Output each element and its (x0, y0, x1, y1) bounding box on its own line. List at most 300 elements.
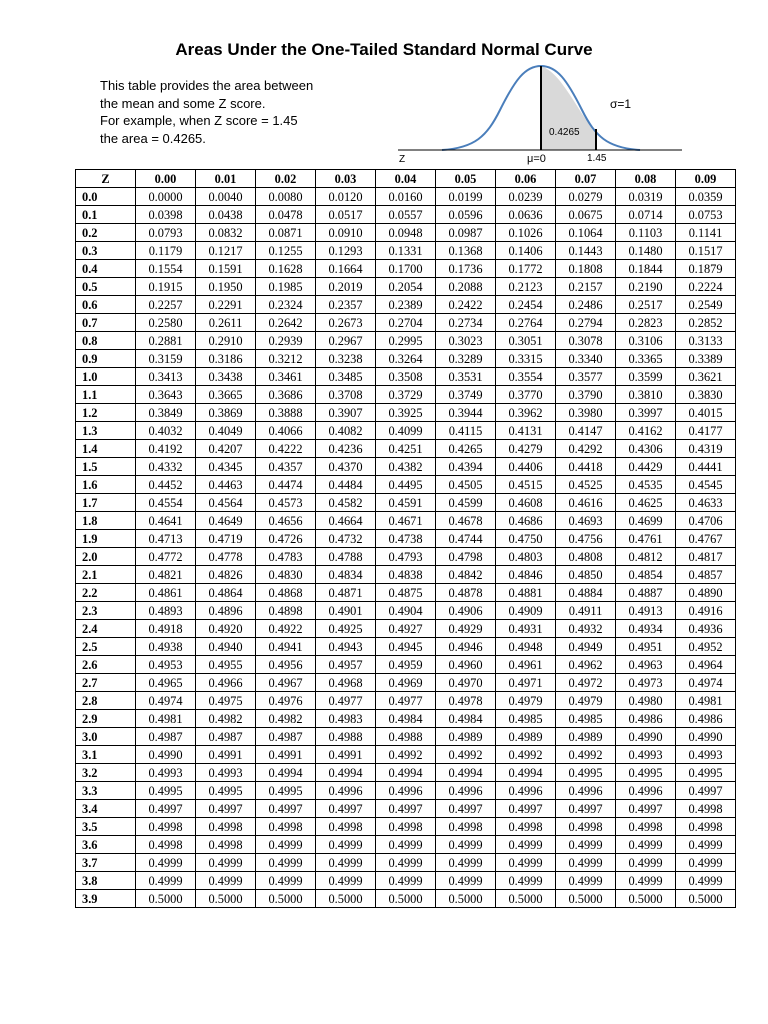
area-cell: 0.0596 (436, 206, 496, 224)
area-cell: 0.3577 (556, 368, 616, 386)
area-cell: 0.4625 (616, 494, 676, 512)
area-cell: 0.1141 (676, 224, 736, 242)
area-cell: 0.4979 (556, 692, 616, 710)
z-value-cell: 0.2 (76, 224, 136, 242)
area-cell: 0.4236 (316, 440, 376, 458)
area-cell: 0.0199 (436, 188, 496, 206)
area-cell: 0.4279 (496, 440, 556, 458)
area-cell: 0.4936 (676, 620, 736, 638)
area-cell: 0.4826 (196, 566, 256, 584)
table-row (76, 386, 736, 404)
area-cell: 0.4999 (316, 836, 376, 854)
area-cell: 0.2088 (436, 278, 496, 296)
area-cell: 0.4999 (496, 854, 556, 872)
area-cell: 0.0478 (256, 206, 316, 224)
area-cell: 0.4999 (436, 872, 496, 890)
z-value-cell: 1.2 (76, 404, 136, 422)
area-cell: 0.4999 (316, 854, 376, 872)
area-cell: 0.1103 (616, 224, 676, 242)
area-cell: 0.4987 (196, 728, 256, 746)
area-cell: 0.4985 (556, 710, 616, 728)
area-cell: 0.4693 (556, 512, 616, 530)
area-cell: 0.4999 (676, 836, 736, 854)
area-cell: 0.3438 (196, 368, 256, 386)
area-cell: 0.4861 (136, 584, 196, 602)
column-header: 0.00 (136, 170, 196, 188)
area-cell: 0.4999 (196, 872, 256, 890)
area-cell: 0.4977 (376, 692, 436, 710)
area-cell: 0.2422 (436, 296, 496, 314)
area-cell: 0.2995 (376, 332, 436, 350)
area-cell: 0.4998 (136, 818, 196, 836)
area-cell: 0.4332 (136, 458, 196, 476)
area-cell: 0.4971 (496, 674, 556, 692)
area-cell: 0.4999 (256, 872, 316, 890)
z-value-cell: 3.7 (76, 854, 136, 872)
area-cell: 0.4599 (436, 494, 496, 512)
area-cell: 0.4884 (556, 584, 616, 602)
area-cell: 0.4951 (616, 638, 676, 656)
area-cell: 0.1406 (496, 242, 556, 260)
area-cell: 0.4099 (376, 422, 436, 440)
area-cell: 0.4991 (256, 746, 316, 764)
area-cell: 0.0832 (196, 224, 256, 242)
table-row (76, 674, 736, 692)
area-cell: 0.4719 (196, 530, 256, 548)
area-cell: 0.3023 (436, 332, 496, 350)
area-cell: 0.0000 (136, 188, 196, 206)
area-cell: 0.4999 (496, 872, 556, 890)
area-cell: 0.4999 (676, 872, 736, 890)
area-cell: 0.4535 (616, 476, 676, 494)
area-cell: 0.5000 (376, 890, 436, 908)
area-cell: 0.3340 (556, 350, 616, 368)
area-cell: 0.0239 (496, 188, 556, 206)
z-value-cell: 2.6 (76, 656, 136, 674)
area-cell: 0.4738 (376, 530, 436, 548)
area-cell: 0.1772 (496, 260, 556, 278)
area-cell: 0.0319 (616, 188, 676, 206)
area-cell: 0.3962 (496, 404, 556, 422)
area-cell: 0.4998 (196, 836, 256, 854)
area-cell: 0.3531 (436, 368, 496, 386)
area-cell: 0.4904 (376, 602, 436, 620)
area-cell: 0.4767 (676, 530, 736, 548)
table-row (76, 764, 736, 782)
area-cell: 0.5000 (316, 890, 376, 908)
area-cell: 0.2549 (676, 296, 736, 314)
area-cell: 0.1844 (616, 260, 676, 278)
area-cell: 0.4582 (316, 494, 376, 512)
area-cell: 0.2123 (496, 278, 556, 296)
area-cell: 0.4997 (196, 800, 256, 818)
area-cell: 0.4788 (316, 548, 376, 566)
z-value-cell: 2.3 (76, 602, 136, 620)
area-cell: 0.4265 (436, 440, 496, 458)
area-cell: 0.4978 (436, 692, 496, 710)
area-cell: 0.5000 (436, 890, 496, 908)
table-row (76, 494, 736, 512)
table-row (76, 350, 736, 368)
area-cell: 0.4943 (316, 638, 376, 656)
area-cell: 0.4990 (676, 728, 736, 746)
table-row (76, 836, 736, 854)
area-cell: 0.4999 (376, 836, 436, 854)
area-cell: 0.3289 (436, 350, 496, 368)
area-cell: 0.4898 (256, 602, 316, 620)
area-cell: 0.4783 (256, 548, 316, 566)
area-cell: 0.4726 (256, 530, 316, 548)
table-row (76, 656, 736, 674)
area-cell: 0.0557 (376, 206, 436, 224)
area-cell: 0.4968 (316, 674, 376, 692)
area-cell: 0.4989 (496, 728, 556, 746)
area-cell: 0.4966 (196, 674, 256, 692)
area-cell: 0.4996 (436, 782, 496, 800)
area-cell: 0.3980 (556, 404, 616, 422)
area-cell: 0.3997 (616, 404, 676, 422)
area-cell: 0.4931 (496, 620, 556, 638)
area-cell: 0.3599 (616, 368, 676, 386)
area-cell: 0.0753 (676, 206, 736, 224)
intro-line: the mean and some Z score. (100, 95, 266, 111)
z-value-cell: 2.4 (76, 620, 136, 638)
intro-line: For example, when Z score = 1.45 (100, 113, 298, 128)
area-cell: 0.3485 (316, 368, 376, 386)
z-axis-label: Z (399, 154, 406, 165)
z-value-cell: 0.7 (76, 314, 136, 332)
area-cell: 0.4977 (316, 692, 376, 710)
table-row (76, 332, 736, 350)
area-cell: 0.4949 (556, 638, 616, 656)
area-cell: 0.0987 (436, 224, 496, 242)
area-cell: 0.4974 (136, 692, 196, 710)
area-cell: 0.4798 (436, 548, 496, 566)
area-cell: 0.1664 (316, 260, 376, 278)
table-row (76, 278, 736, 296)
area-cell: 0.3665 (196, 386, 256, 404)
area-cell: 0.4177 (676, 422, 736, 440)
area-cell: 0.2794 (556, 314, 616, 332)
area-cell: 0.3078 (556, 332, 616, 350)
area-cell: 0.4222 (256, 440, 316, 458)
area-cell: 0.4932 (556, 620, 616, 638)
area-cell: 0.3770 (496, 386, 556, 404)
area-cell: 0.4817 (676, 548, 736, 566)
area-cell: 0.4986 (616, 710, 676, 728)
area-cell: 0.4370 (316, 458, 376, 476)
area-cell: 0.2257 (136, 296, 196, 314)
table-row (76, 188, 736, 206)
intro-line: This table provides the area between (100, 78, 314, 93)
area-cell: 0.3365 (616, 350, 676, 368)
area-cell: 0.2389 (376, 296, 436, 314)
area-cell: 0.2764 (496, 314, 556, 332)
column-header: 0.03 (316, 170, 376, 188)
area-cell: 0.4992 (496, 746, 556, 764)
area-cell: 0.4981 (136, 710, 196, 728)
area-cell: 0.4750 (496, 530, 556, 548)
area-cell: 0.0793 (136, 224, 196, 242)
area-cell: 0.3621 (676, 368, 736, 386)
area-cell: 0.4992 (436, 746, 496, 764)
z-value-cell: 0.8 (76, 332, 136, 350)
area-cell: 0.4999 (196, 854, 256, 872)
area-cell: 0.4945 (376, 638, 436, 656)
area-cell: 0.4911 (556, 602, 616, 620)
area-cell: 0.5000 (496, 890, 556, 908)
area-cell: 0.0080 (256, 188, 316, 206)
area-cell: 0.4980 (616, 692, 676, 710)
area-cell: 0.4973 (616, 674, 676, 692)
table-row (76, 620, 736, 638)
z-value-cell: 0.4 (76, 260, 136, 278)
table-row (76, 872, 736, 890)
z-value-cell: 2.5 (76, 638, 136, 656)
area-cell: 0.3888 (256, 404, 316, 422)
area-cell: 0.0948 (376, 224, 436, 242)
column-header: 0.05 (436, 170, 496, 188)
column-header: 0.02 (256, 170, 316, 188)
z-table (75, 169, 736, 908)
area-cell: 0.4732 (316, 530, 376, 548)
area-cell: 0.3643 (136, 386, 196, 404)
area-cell: 0.3907 (316, 404, 376, 422)
area-cell: 0.4983 (316, 710, 376, 728)
area-cell: 0.2910 (196, 332, 256, 350)
area-cell: 0.4838 (376, 566, 436, 584)
area-cell: 0.4982 (196, 710, 256, 728)
area-cell: 0.1628 (256, 260, 316, 278)
area-cell: 0.4878 (436, 584, 496, 602)
area-cell: 0.2881 (136, 332, 196, 350)
column-header: 0.04 (376, 170, 436, 188)
area-cell: 0.4868 (256, 584, 316, 602)
area-cell: 0.2517 (616, 296, 676, 314)
area-cell: 0.0714 (616, 206, 676, 224)
area-cell: 0.1368 (436, 242, 496, 260)
area-cell: 0.5000 (676, 890, 736, 908)
area-cell: 0.0636 (496, 206, 556, 224)
area-cell: 0.4633 (676, 494, 736, 512)
area-cell: 0.4484 (316, 476, 376, 494)
area-cell: 0.4564 (196, 494, 256, 512)
area-cell: 0.1293 (316, 242, 376, 260)
table-row (76, 530, 736, 548)
normal-curve-figure (0, 0, 768, 170)
area-cell: 0.4808 (556, 548, 616, 566)
area-cell: 0.4993 (136, 764, 196, 782)
area-cell: 0.1808 (556, 260, 616, 278)
area-cell: 0.4147 (556, 422, 616, 440)
area-cell: 0.2611 (196, 314, 256, 332)
table-row (76, 224, 736, 242)
area-cell: 0.1443 (556, 242, 616, 260)
intro-line: the area = 0.4265. (100, 130, 206, 146)
area-label: 0.4265 (549, 127, 580, 138)
area-cell: 0.4956 (256, 656, 316, 674)
area-cell: 0.4854 (616, 566, 676, 584)
area-cell: 0.3133 (676, 332, 736, 350)
area-cell: 0.4463 (196, 476, 256, 494)
area-cell: 0.2967 (316, 332, 376, 350)
area-cell: 0.4984 (436, 710, 496, 728)
area-cell: 0.4115 (436, 422, 496, 440)
area-cell: 0.4999 (136, 854, 196, 872)
area-cell: 0.4998 (136, 836, 196, 854)
area-cell: 0.4979 (496, 692, 556, 710)
area-cell: 0.4960 (436, 656, 496, 674)
area-cell: 0.4875 (376, 584, 436, 602)
area-cell: 0.4998 (676, 800, 736, 818)
area-cell: 0.3264 (376, 350, 436, 368)
table-row (76, 260, 736, 278)
area-cell: 0.4929 (436, 620, 496, 638)
area-cell: 0.4941 (256, 638, 316, 656)
area-cell: 0.2224 (676, 278, 736, 296)
area-cell: 0.1985 (256, 278, 316, 296)
area-cell: 0.3554 (496, 368, 556, 386)
area-cell: 0.4893 (136, 602, 196, 620)
area-cell: 0.4957 (316, 656, 376, 674)
z-value-cell: 2.8 (76, 692, 136, 710)
mu-label: μ=0 (527, 153, 546, 165)
area-cell: 0.4913 (616, 602, 676, 620)
area-cell: 0.4131 (496, 422, 556, 440)
area-cell: 0.4981 (676, 692, 736, 710)
area-cell: 0.4995 (676, 764, 736, 782)
area-cell: 0.4999 (496, 836, 556, 854)
area-cell: 0.3508 (376, 368, 436, 386)
z-value-cell: 3.3 (76, 782, 136, 800)
area-cell: 0.4975 (196, 692, 256, 710)
area-cell: 0.4996 (316, 782, 376, 800)
z-value-cell: 1.3 (76, 422, 136, 440)
area-cell: 0.4998 (436, 818, 496, 836)
column-header-z: Z (76, 170, 136, 188)
z-value-label: 1.45 (587, 153, 607, 164)
area-cell: 0.4656 (256, 512, 316, 530)
area-cell: 0.1591 (196, 260, 256, 278)
area-cell: 0.4974 (676, 674, 736, 692)
area-cell: 0.4998 (256, 818, 316, 836)
area-cell: 0.4995 (196, 782, 256, 800)
area-cell: 0.3186 (196, 350, 256, 368)
z-value-cell: 1.8 (76, 512, 136, 530)
area-cell: 0.4292 (556, 440, 616, 458)
area-cell: 0.4999 (556, 854, 616, 872)
area-cell: 0.4991 (196, 746, 256, 764)
area-cell: 0.4999 (436, 854, 496, 872)
area-cell: 0.4994 (316, 764, 376, 782)
area-cell: 0.4999 (376, 854, 436, 872)
area-cell: 0.4976 (256, 692, 316, 710)
area-cell: 0.4922 (256, 620, 316, 638)
area-cell: 0.4664 (316, 512, 376, 530)
area-cell: 0.4357 (256, 458, 316, 476)
table-row (76, 314, 736, 332)
area-cell: 0.4394 (436, 458, 496, 476)
z-value-cell: 0.5 (76, 278, 136, 296)
area-cell: 0.4938 (136, 638, 196, 656)
area-cell: 0.4995 (616, 764, 676, 782)
area-cell: 0.4049 (196, 422, 256, 440)
area-cell: 0.1915 (136, 278, 196, 296)
z-value-cell: 3.1 (76, 746, 136, 764)
z-value-cell: 2.1 (76, 566, 136, 584)
area-cell: 0.1217 (196, 242, 256, 260)
column-header: 0.01 (196, 170, 256, 188)
area-cell: 0.4999 (676, 854, 736, 872)
area-cell: 0.4995 (256, 782, 316, 800)
area-cell: 0.4803 (496, 548, 556, 566)
table-row (76, 890, 736, 908)
area-cell: 0.4906 (436, 602, 496, 620)
area-cell: 0.2673 (316, 314, 376, 332)
area-cell: 0.3869 (196, 404, 256, 422)
area-cell: 0.4834 (316, 566, 376, 584)
area-cell: 0.4998 (196, 818, 256, 836)
area-cell: 0.2704 (376, 314, 436, 332)
table-row (76, 296, 736, 314)
z-value-cell: 0.0 (76, 188, 136, 206)
area-cell: 0.1879 (676, 260, 736, 278)
area-cell: 0.4984 (376, 710, 436, 728)
table-row (76, 800, 736, 818)
area-cell: 0.3315 (496, 350, 556, 368)
area-cell: 0.4032 (136, 422, 196, 440)
area-cell: 0.0040 (196, 188, 256, 206)
area-cell: 0.4994 (496, 764, 556, 782)
area-cell: 0.3686 (256, 386, 316, 404)
area-cell: 0.4998 (676, 818, 736, 836)
area-cell: 0.4996 (616, 782, 676, 800)
area-cell: 0.4015 (676, 404, 736, 422)
area-cell: 0.2486 (556, 296, 616, 314)
table-row (76, 368, 736, 386)
area-cell: 0.4306 (616, 440, 676, 458)
area-cell: 0.4962 (556, 656, 616, 674)
area-cell: 0.0675 (556, 206, 616, 224)
area-cell: 0.4999 (376, 872, 436, 890)
area-cell: 0.5000 (196, 890, 256, 908)
table-row (76, 602, 736, 620)
area-cell: 0.4920 (196, 620, 256, 638)
area-cell: 0.0279 (556, 188, 616, 206)
area-cell: 0.4881 (496, 584, 556, 602)
area-cell: 0.4996 (496, 782, 556, 800)
area-cell: 0.4934 (616, 620, 676, 638)
area-cell: 0.4901 (316, 602, 376, 620)
area-cell: 0.4952 (676, 638, 736, 656)
area-cell: 0.1554 (136, 260, 196, 278)
area-cell: 0.4793 (376, 548, 436, 566)
table-header-row (76, 170, 736, 188)
area-cell: 0.4641 (136, 512, 196, 530)
area-cell: 0.4989 (556, 728, 616, 746)
z-value-cell: 3.9 (76, 890, 136, 908)
area-cell: 0.4988 (316, 728, 376, 746)
area-cell: 0.4778 (196, 548, 256, 566)
area-cell: 0.4999 (616, 872, 676, 890)
area-cell: 0.3106 (616, 332, 676, 350)
area-cell: 0.4925 (316, 620, 376, 638)
area-cell: 0.4993 (676, 746, 736, 764)
area-cell: 0.4993 (616, 746, 676, 764)
area-cell: 0.4998 (556, 818, 616, 836)
area-cell: 0.1700 (376, 260, 436, 278)
area-cell: 0.4982 (256, 710, 316, 728)
